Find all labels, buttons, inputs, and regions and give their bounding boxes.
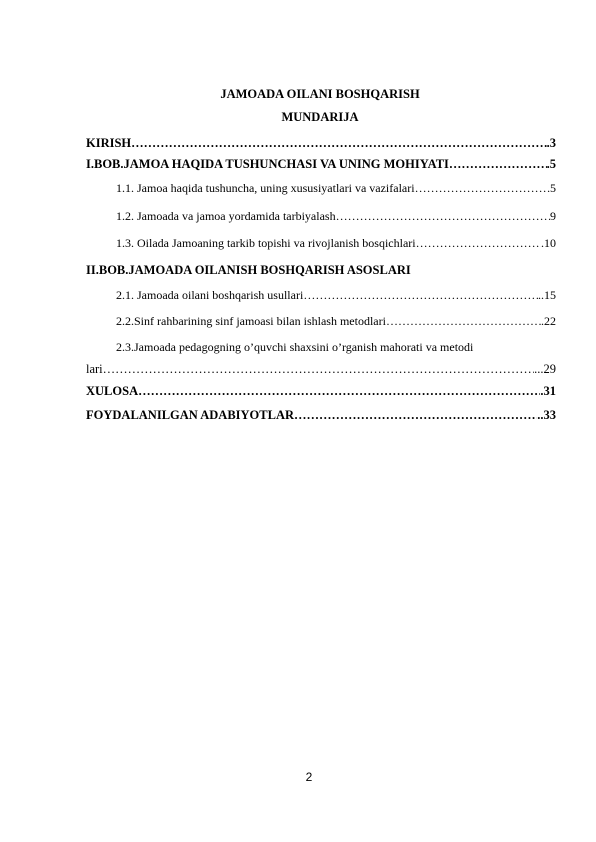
- document-title: JAMOADA OILANI BOSHQARISH: [220, 87, 420, 101]
- toc-leader-dots: [415, 180, 550, 196]
- toc-entry-page: .5: [546, 157, 556, 171]
- toc-entry-label: I.BOB.JAMOA HAQIDA TUSHUNCHASI VA UNING MOHIYATI: [86, 157, 449, 171]
- toc-entry-xulosa[interactable]: [86, 383, 556, 399]
- toc-leader-dots: [103, 361, 534, 377]
- toc-leader-dots: [336, 208, 550, 224]
- toc-leader-dots: [131, 135, 546, 151]
- toc-entry-page: .31: [540, 384, 556, 398]
- toc-entry-label: lari: [86, 362, 103, 376]
- toc-entry-label: XULOSA: [86, 384, 139, 398]
- toc-entry-references[interactable]: [86, 407, 556, 423]
- toc-entry-page: .3: [546, 136, 556, 150]
- toc-entry-label: II.BOB.JAMOADA OILANISH BOSHQARISH ASOSLARI: [86, 263, 411, 277]
- toc-entry-page: 9: [550, 209, 556, 223]
- toc-entry-label: 1.2. Jamoada va jamoa yordamida tarbiyalash: [116, 209, 336, 223]
- page-number: 2: [305, 770, 313, 784]
- toc-entry-label: KIRISH: [86, 136, 132, 150]
- toc-entry-page: .22: [541, 314, 556, 328]
- toc-leader-dots: [416, 235, 541, 251]
- toc-entry-section-1-2[interactable]: [86, 208, 556, 224]
- toc-entry-label: 1.1. Jamoa haqida tushuncha, uning xususiyatlari va vazifalari: [116, 181, 415, 195]
- toc-leader-dots: [294, 407, 537, 423]
- toc-entry-page: ..15: [538, 288, 556, 302]
- toc-entry-section-2-3[interactable]: [86, 339, 586, 355]
- toc-entry-label: 2.3.Jamoada pedagogning o’quvchi shaxsini o’rganish mahorati va metodi: [116, 340, 474, 354]
- toc-entry-label: 2.1. Jamoada oilani boshqarish usullari: [116, 288, 304, 302]
- toc-entry-section-2-2[interactable]: [86, 313, 556, 329]
- toc-entry-kirish[interactable]: [86, 135, 556, 151]
- toc-leader-dots: [449, 156, 547, 172]
- toc-leader-dots: [386, 313, 541, 329]
- toc-entry-section-2-1[interactable]: [86, 287, 556, 303]
- toc-leader-dots: [303, 287, 538, 303]
- toc-entry-label: 1.3. Oilada Jamoaning tarkib topishi va rivojlanish bosqichlari: [116, 236, 416, 250]
- toc-entry-chapter-2[interactable]: [86, 262, 556, 278]
- toc-entry-page: ..33: [537, 408, 556, 422]
- toc-entry-section-1-3[interactable]: [86, 235, 556, 251]
- document-subtitle: MUNDARIJA: [281, 110, 359, 124]
- toc-entry-section-2-3-continued[interactable]: [86, 361, 556, 377]
- toc-entry-page: .10: [541, 236, 556, 250]
- toc-entry-page: 5: [550, 181, 556, 195]
- toc-entry-label: FOYDALANILGAN ADABIYOTLAR: [86, 408, 295, 422]
- toc-entry-page: ...29: [534, 362, 556, 376]
- toc-leader-dots: [138, 383, 540, 399]
- toc-entry-chapter-1[interactable]: [86, 156, 556, 172]
- toc-entry-section-1-1[interactable]: [86, 180, 556, 196]
- toc-entry-label: 2.2.Sinf rahbarining sinf jamoasi bilan ishlash metodlari: [116, 314, 386, 328]
